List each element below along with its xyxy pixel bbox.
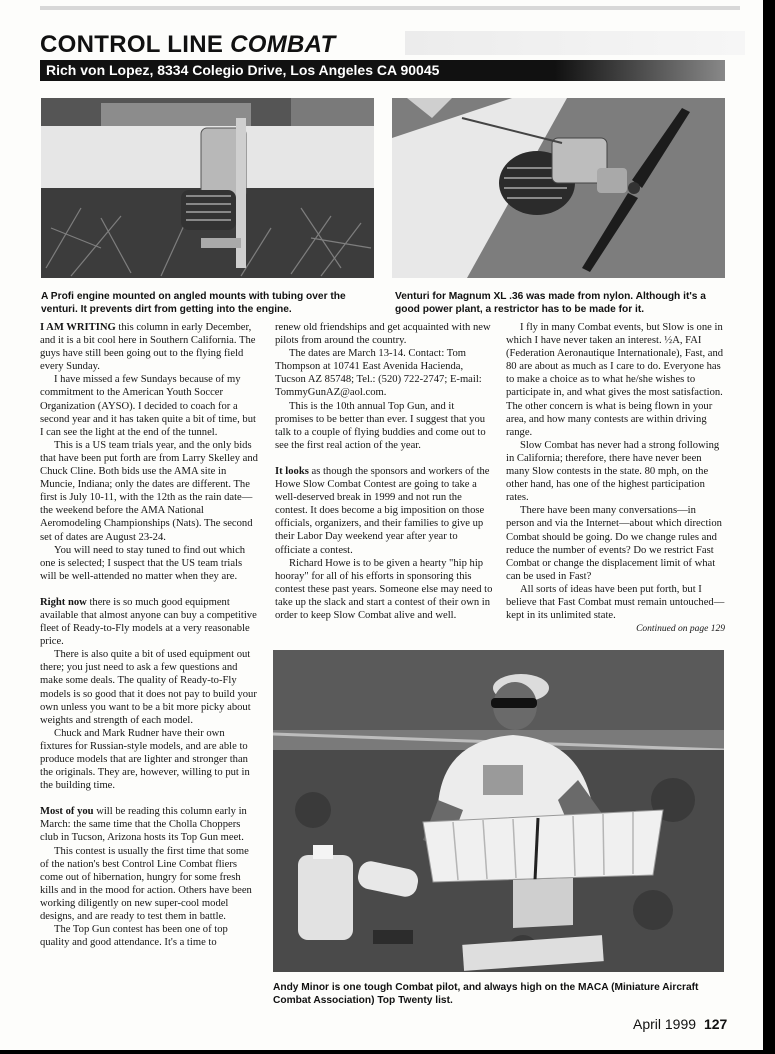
paragraph-text: as though the sponsors and workers of the Howe Slow Combat Contest are going to take a well-deserved break in 1999 and not run the contest. It does become a big imposition on those officials, organizers, and their families to give up their Labor Day weekend year after year to officiate a contest. — [275, 465, 490, 556]
page-number: 127 — [703, 1016, 728, 1032]
byline-bar — [40, 60, 725, 81]
paragraph — [40, 596, 259, 648]
photo-andy-minor — [273, 650, 724, 972]
column-title — [40, 31, 335, 59]
article-column-3 — [506, 321, 725, 636]
continued-note: Continued on page 129 — [636, 624, 725, 635]
run-in-heading: I AM WRITING — [40, 322, 116, 333]
paragraph: Chuck and Mark Rudner have their own fixtures for Russian-style models, and are able to produce models that are lighter and stronger than the originals. They are, however, willing to put in the building time. — [40, 727, 250, 792]
bleed-through-strip — [40, 6, 740, 10]
paragraph-text: this column in early December, and it is a bit cool here in Southern California. The guys have still been going out to the flying field every Sunday. — [40, 322, 256, 373]
caption-photo-andy-minor: Andy Minor is one tough Combat pilot, and always high on the MACA (Miniature Aircraft Combat Association) Top Twenty list. — [273, 982, 699, 1006]
photo-magnum-engine — [392, 98, 725, 278]
paragraph: I fly in many Combat events, but Slow is one in which I have never taken an interest. ½A, FAI (Federation Aeronautique Internationale), Fast, and 80 are about as much as I care to do. Everyone has to make a choice as to what he/she wishes to participate in, and what gives the most satisfaction. The other concern is what is being flown in your area, and how many contests are within driving range. — [506, 322, 724, 438]
photo-profi-engine — [41, 98, 374, 278]
paragraph: This contest is usually the first time that some of the nation's best Control Line Combat fliers come out of hibernation, hungry for some fresh kills and in the mood for action. Others have been working diligently on new super-cool model designs, and are ready to test them in battle. — [40, 845, 252, 923]
paragraph: There have been many conversations—in person and via the Internet—about which direction Combat should be going. Do we change rules and reduce the number of events? Do we restrict Fast Combat or change the displacement limit of what can be used in Fast? — [506, 505, 722, 582]
paragraph: The dates are March 13-14. Contact: Tom Thompson at 10741 East Avenida Hacienda, Tucson AZ 85748; Tel.: (520) 722-2747; E-mail: TommyGunAZ@aol.com. — [275, 348, 482, 399]
paragraph: Slow Combat has never had a strong following in California; therefore, there have never been many Slow contests in the state. 80 mph, on the other hand, has one of the highest participation rates. — [506, 439, 720, 504]
paragraph: Richard Howe is to be given a hearty "hip hip hooray" for all of his efforts in sponsoring this contest these past years. Someone else may need to take up the slack and start a contest of their own in order to keep Slow Combat alive and well. — [275, 557, 493, 621]
photo-profi-engine-art — [41, 98, 374, 278]
paragraph: There is also quite a bit of used equipment out there; you just need to ask a few questions and make some deals. The quality of Ready-to-Fly models is so good that it does not pay to build your own unless you want to be a bit more picky about weights and strength of each model. — [40, 649, 257, 726]
run-in-heading: Most of you — [40, 806, 94, 818]
photo-andy-minor-art — [273, 650, 724, 972]
article-column-2 — [275, 321, 494, 622]
paragraph: I have missed a few Sundays because of my commitment to the American Youth Soccer Organization (AYSO). I decided to coach for a second year and it has taken quite a bit of time, but I can see the light at the end of the tunnel. — [40, 374, 256, 438]
byline-text: Rich von Lopez, 8334 Colegio Drive, Los Angeles CA 90045 — [46, 62, 440, 78]
paragraph-text: there is so much good equipment available that almost anyone can buy a competitive fleet of Ready-to-Fly models at a very reasonable price. — [40, 596, 257, 648]
article-column-1 — [40, 321, 259, 949]
paragraph — [275, 465, 494, 557]
paragraph: The Top Gun contest has been one of top quality and good attendance. It's a time to — [40, 924, 228, 949]
paragraph: renew old friendships and get acquainted with new pilots from around the country. — [275, 322, 491, 347]
paragraph-text: will be reading this column early in March: the same time that the Cholla Choppers club in Tucson, Arizona hosts its Top Gun meet. — [40, 806, 247, 844]
page-footer — [633, 1016, 727, 1032]
paragraph — [40, 805, 259, 844]
issue-date: April 1999 — [633, 1016, 697, 1032]
run-in-heading: It looks — [275, 465, 309, 477]
caption-photo-magnum-engine: Venturi for Magnum XL .36 was made from nylon. Although it's a good power plant, a restrictor has to be made for it. — [395, 291, 706, 315]
run-in-heading: Right now — [40, 596, 87, 608]
byline-fade — [555, 60, 725, 81]
title-italic: COMBAT — [230, 31, 336, 58]
paragraph: You will need to stay tuned to find out which one is selected; I suspect that the US team trials will be well-attended no matter when they are. — [40, 544, 246, 582]
title-main: CONTROL LINE — [40, 31, 224, 58]
caption-photo-profi-engine: A Profi engine mounted on angled mounts with tubing over the venturi. It prevents dirt from getting into the engine. — [41, 291, 346, 315]
paragraph: All sorts of ideas have been put forth, but I believe that Fast Combat must remain untouched—kept in its unlimited state. — [506, 583, 725, 622]
paragraph — [40, 321, 259, 373]
photo-magnum-engine-art — [392, 98, 725, 278]
paragraph: This is a US team trials year, and the only bids that have been put forth are from Larry Skelley and Chuck Cline. Both bids use the AMA site in Muncie, Indiana; only the dates are different. The first is July 10-11, with the 12th as the rain date—the weekend before the AMA National Aeromodeling Championships (Nats). The second set of dates are August 23-24. — [40, 439, 258, 543]
paragraph: This is the 10th annual Top Gun, and it promises to be better than ever. I suggest that you talk to a couple of flying buddies and come out to see the first real action of the year. — [275, 400, 486, 451]
bleed-through-ghost — [405, 31, 745, 55]
